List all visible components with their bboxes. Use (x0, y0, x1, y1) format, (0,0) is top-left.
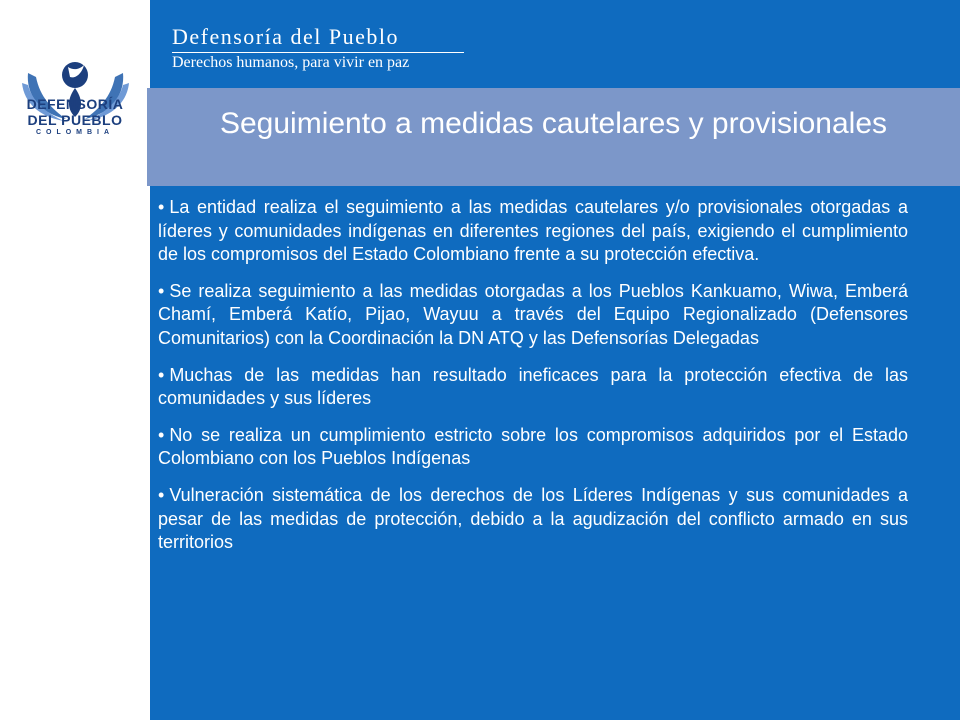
bullet-item (158, 424, 908, 471)
bullet-icon: • (158, 424, 165, 445)
bullet-icon: • (158, 280, 165, 301)
logo-column (0, 0, 150, 720)
logo-line-2: DEL PUEBLO (27, 112, 123, 128)
bullet-icon: • (158, 197, 165, 217)
bullet-text: No se realiza un cumplimiento estricto sobre los compromisos adquiridos por el Estado Colombiano con los Pueblos Indígenas (158, 424, 908, 469)
bullet-text: Vulneración sistemática de los derechos de los Líderes Indígenas y sus comunidades a pesar de las medidas de protección, debido a la agudización del conflicto armado en sus territorios (158, 484, 908, 553)
bullet-text: Muchas de las medidas han resultado ineficaces para la protección efectiva de las comunidades y sus líderes (158, 364, 908, 409)
logo-line-1: DEFENSORÍA (26, 96, 124, 112)
bullet-list (158, 196, 908, 568)
bullet-item (158, 196, 908, 267)
bullet-item (158, 280, 908, 351)
bullet-text: Se realiza seguimiento a las medidas otorgadas a los Pueblos Kankuamo, Wiwa, Emberá Chamí, Emberá Katío, Pijao, Wayuu a través del Equipo Regionalizado (Defensores Comunitarios) con la Coordinación la DN ATQ y las Defensorías Delegadas (158, 280, 908, 348)
bullet-item (158, 484, 908, 555)
bullet-item (158, 364, 908, 411)
bullet-text: La entidad realiza el seguimiento a las medidas cautelares y/o provisionales otorgadas a líderes y comunidades indígenas en diferentes regiones del país, exigiendo el cumplimiento de los compromisos del Estado Colombiano frente a su protección efectiva. (158, 197, 908, 265)
logo-line-3: COLOMBIA (35, 129, 115, 136)
slide-title: Seguimiento a medidas cautelares y provisionales (219, 107, 888, 140)
bullet-icon: • (158, 364, 165, 385)
brand-name: Defensoría del Pueblo (172, 24, 399, 49)
title-band (147, 88, 960, 186)
brand-tagline: Derechos humanos, para vivir en paz (172, 54, 410, 71)
bullet-icon: • (158, 484, 165, 505)
brand-divider (172, 52, 464, 53)
